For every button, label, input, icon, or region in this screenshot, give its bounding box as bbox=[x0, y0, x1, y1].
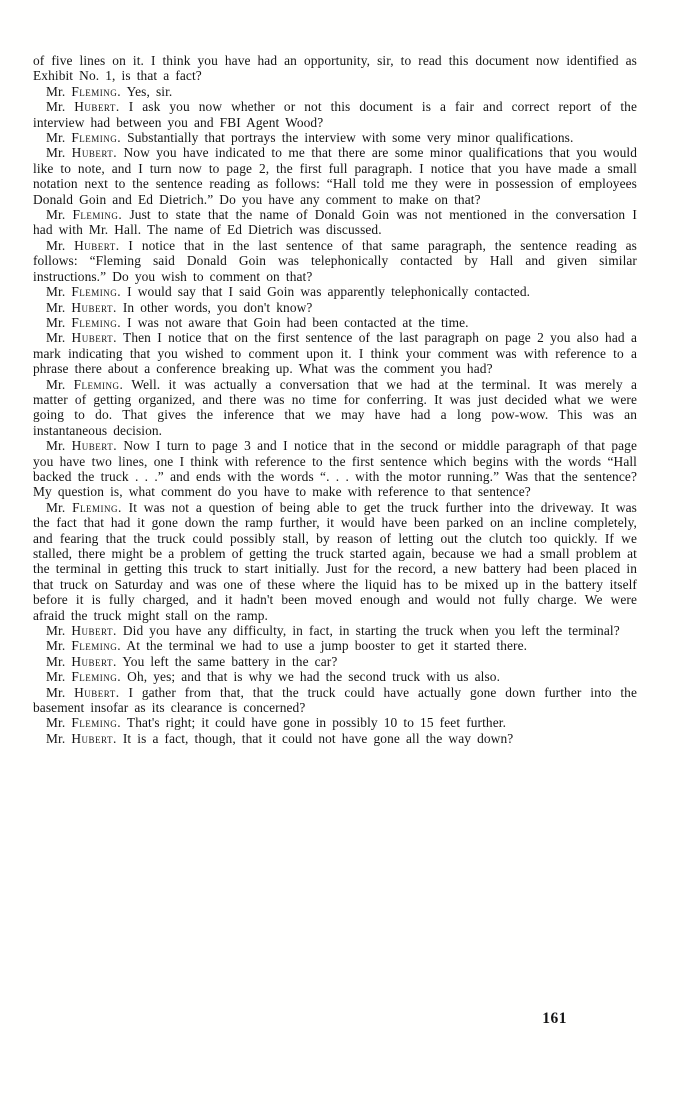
speaker-name: Hubert. bbox=[71, 438, 118, 454]
speaker-name: Hubert. bbox=[71, 330, 118, 346]
speaker-name: Fleming. bbox=[71, 284, 122, 300]
speaker-name: Hubert. bbox=[71, 623, 117, 639]
paragraph-text: It was not a question of being able to get the truck further into the driveway. It was the fact that had it gone down the ramp further, it would have been parked on an incline completely, and fearing that the truck could possibly stall, by reason of letting out the clutch too quickly. If we stalled, there might be a problem of getting the truck started again, because we had a small problem at the terminal in getting this truck to start initially. Just for the record, a new battery had been placed in that truck on Saturday and was one of these where the liquid has to be mixed up in the battery itself before it is fully charged, and it hadn't been moved enough and would not fully charge. We were afraid the truck might stall on the ramp. bbox=[33, 499, 637, 623]
paragraph-text: Well. it was actually a conversation that we had at the terminal. It was merely a matter of getting organized, and there was no time for conferring. It was just decided what we were going to do. That gives the inference that we may have had a long pow-wow. This was an instantaneous decision. bbox=[33, 376, 637, 438]
speaker-prefix: Mr. bbox=[46, 438, 72, 454]
speaker-prefix: Mr. bbox=[46, 237, 75, 253]
paragraph-text: Yes, sir. bbox=[121, 83, 173, 99]
transcript-paragraph bbox=[33, 638, 637, 653]
speaker-prefix: Mr. bbox=[46, 730, 72, 746]
page-number-row bbox=[33, 1010, 637, 1028]
paragraph-text: I was not aware that Goin had been contacted at the time. bbox=[121, 314, 469, 330]
speaker-prefix: Mr. bbox=[46, 715, 72, 731]
paragraph-text: I notice that in the last sentence of that same paragraph, the sentence reading as follows: “Fleming said Donald Goin was telephonically contacted by Hall and given similar instructions.” Do you wish to comment on that? bbox=[33, 237, 637, 284]
speaker-prefix: Mr. bbox=[46, 376, 74, 392]
paragraph-text: I ask you now whether or not this document is a fair and correct report of the interview had between you and FBI Agent Wood? bbox=[33, 99, 638, 130]
speaker-prefix: Mr. bbox=[46, 623, 72, 639]
transcript-paragraph bbox=[33, 145, 637, 207]
speaker-name: Fleming. bbox=[72, 207, 123, 223]
speaker-name: Hubert. bbox=[74, 99, 120, 115]
transcript-paragraph bbox=[33, 685, 637, 716]
speaker-name: Hubert. bbox=[74, 237, 120, 253]
paragraph-text: Now you have indicated to me that there are some minor qualifications that you would like to note, and I turn now to page 2, the first full paragraph. I notice that you have made a small notation next to the sentence reading as follows: “Hall told me they were in possession of employees Donald Goin and Ed Dietrich.” Do you have any comment to make on that? bbox=[33, 145, 637, 207]
paragraph-text: At the terminal we had to use a jump booster to get it started there. bbox=[121, 638, 528, 654]
paragraph-text: Did you have any difficulty, in fact, in starting the truck when you left the terminal? bbox=[116, 623, 620, 639]
speaker-prefix: Mr. bbox=[46, 684, 75, 700]
paragraph-text: Just to state that the name of Donald Goin was not mentioned in the conversation I had with Mr. Hall. The name of Ed Dietrich was discussed. bbox=[33, 207, 637, 238]
transcript-paragraph bbox=[33, 99, 637, 130]
paragraph-text: Then I notice that on the first sentence of the last paragraph on page 2 you also had a mark indicating that you wished to comment upon it. I think your comment was with reference to a phrase there about a conference breaking up. What was the comment you had? bbox=[33, 330, 637, 377]
speaker-name: Fleming. bbox=[71, 130, 122, 146]
speaker-prefix: Mr. bbox=[46, 145, 72, 161]
speaker-prefix: Mr. bbox=[46, 330, 72, 346]
paragraph-text: I would say that I said Goin was apparently telephonically contacted. bbox=[121, 284, 531, 300]
paragraph-text: That's right; it could have gone in possibly 10 to 15 feet further. bbox=[121, 715, 507, 731]
speaker-name: Fleming. bbox=[71, 638, 122, 654]
speaker-prefix: Mr. bbox=[46, 299, 72, 315]
transcript-paragraph bbox=[33, 500, 637, 623]
speaker-prefix: Mr. bbox=[46, 638, 72, 654]
speaker-name: Hubert. bbox=[71, 730, 117, 746]
transcript-paragraph bbox=[33, 238, 637, 284]
paragraph-text: It is a fact, though, that it could not have gone all the way down? bbox=[116, 730, 514, 746]
speaker-name: Fleming. bbox=[71, 669, 122, 685]
transcript-paragraph bbox=[33, 623, 637, 638]
speaker-prefix: Mr. bbox=[46, 499, 73, 515]
speaker-prefix: Mr. bbox=[46, 653, 72, 669]
speaker-name: Hubert. bbox=[71, 145, 118, 161]
speaker-name: Hubert. bbox=[74, 684, 120, 700]
speaker-name: Fleming. bbox=[71, 83, 122, 99]
speaker-prefix: Mr. bbox=[46, 83, 72, 99]
speaker-prefix: Mr. bbox=[46, 284, 72, 300]
transcript-paragraph bbox=[33, 377, 637, 439]
speaker-prefix: Mr. bbox=[46, 669, 72, 685]
paragraph-text: In other words, you don't know? bbox=[116, 299, 313, 315]
speaker-prefix: Mr. bbox=[46, 207, 73, 223]
page-number: 161 bbox=[542, 1010, 567, 1027]
paragraph-text: Substantially that portrays the interview with some very minor qualifications. bbox=[121, 130, 574, 146]
speaker-prefix: Mr. bbox=[46, 99, 75, 115]
speaker-name: Hubert. bbox=[71, 653, 117, 669]
speaker-prefix: Mr. bbox=[46, 314, 72, 330]
transcript-paragraph bbox=[33, 84, 637, 99]
transcript-paragraph bbox=[33, 53, 637, 84]
paragraph-text: You left the same battery in the car? bbox=[116, 653, 338, 669]
transcript-paragraph bbox=[33, 438, 637, 500]
transcript-text-block bbox=[33, 53, 637, 1004]
paragraph-text: Now I turn to page 3 and I notice that in the second or middle paragraph of that page you have two lines, one I think with reference to the first sentence which begins with the words “Hall backed the truck . . .” and ends with the words “. . . with the motor running.” Was that the sentence? My question is, what comment do you have to make with reference to that sentence? bbox=[33, 438, 637, 500]
transcript-paragraph bbox=[33, 315, 637, 330]
transcript-paragraph bbox=[33, 654, 637, 669]
transcript-paragraph bbox=[33, 731, 637, 746]
paragraph-text: of five lines on it. I think you have had an opportunity, sir, to read this document now identified as Exhibit No. 1, is that a fact? bbox=[33, 53, 637, 84]
speaker-name: Fleming. bbox=[71, 314, 122, 330]
speaker-name: Fleming. bbox=[73, 376, 124, 392]
speaker-name: Fleming. bbox=[71, 715, 122, 731]
paragraph-text: Oh, yes; and that is why we had the second truck with us also. bbox=[121, 669, 501, 685]
transcript-paragraph bbox=[33, 715, 637, 730]
speaker-name: Hubert. bbox=[71, 299, 117, 315]
transcript-paragraph bbox=[33, 300, 637, 315]
paragraph-text: I gather from that, that the truck could have actually gone down further into the basement insofar as its clearance is concerned? bbox=[33, 684, 638, 716]
speaker-name: Fleming. bbox=[72, 499, 122, 515]
transcript-paragraph bbox=[33, 330, 637, 376]
transcript-paragraph bbox=[33, 207, 637, 238]
transcript-paragraph bbox=[33, 130, 637, 145]
speaker-prefix: Mr. bbox=[46, 130, 72, 146]
transcript-paragraph bbox=[33, 669, 637, 684]
transcript-paragraph bbox=[33, 284, 637, 299]
